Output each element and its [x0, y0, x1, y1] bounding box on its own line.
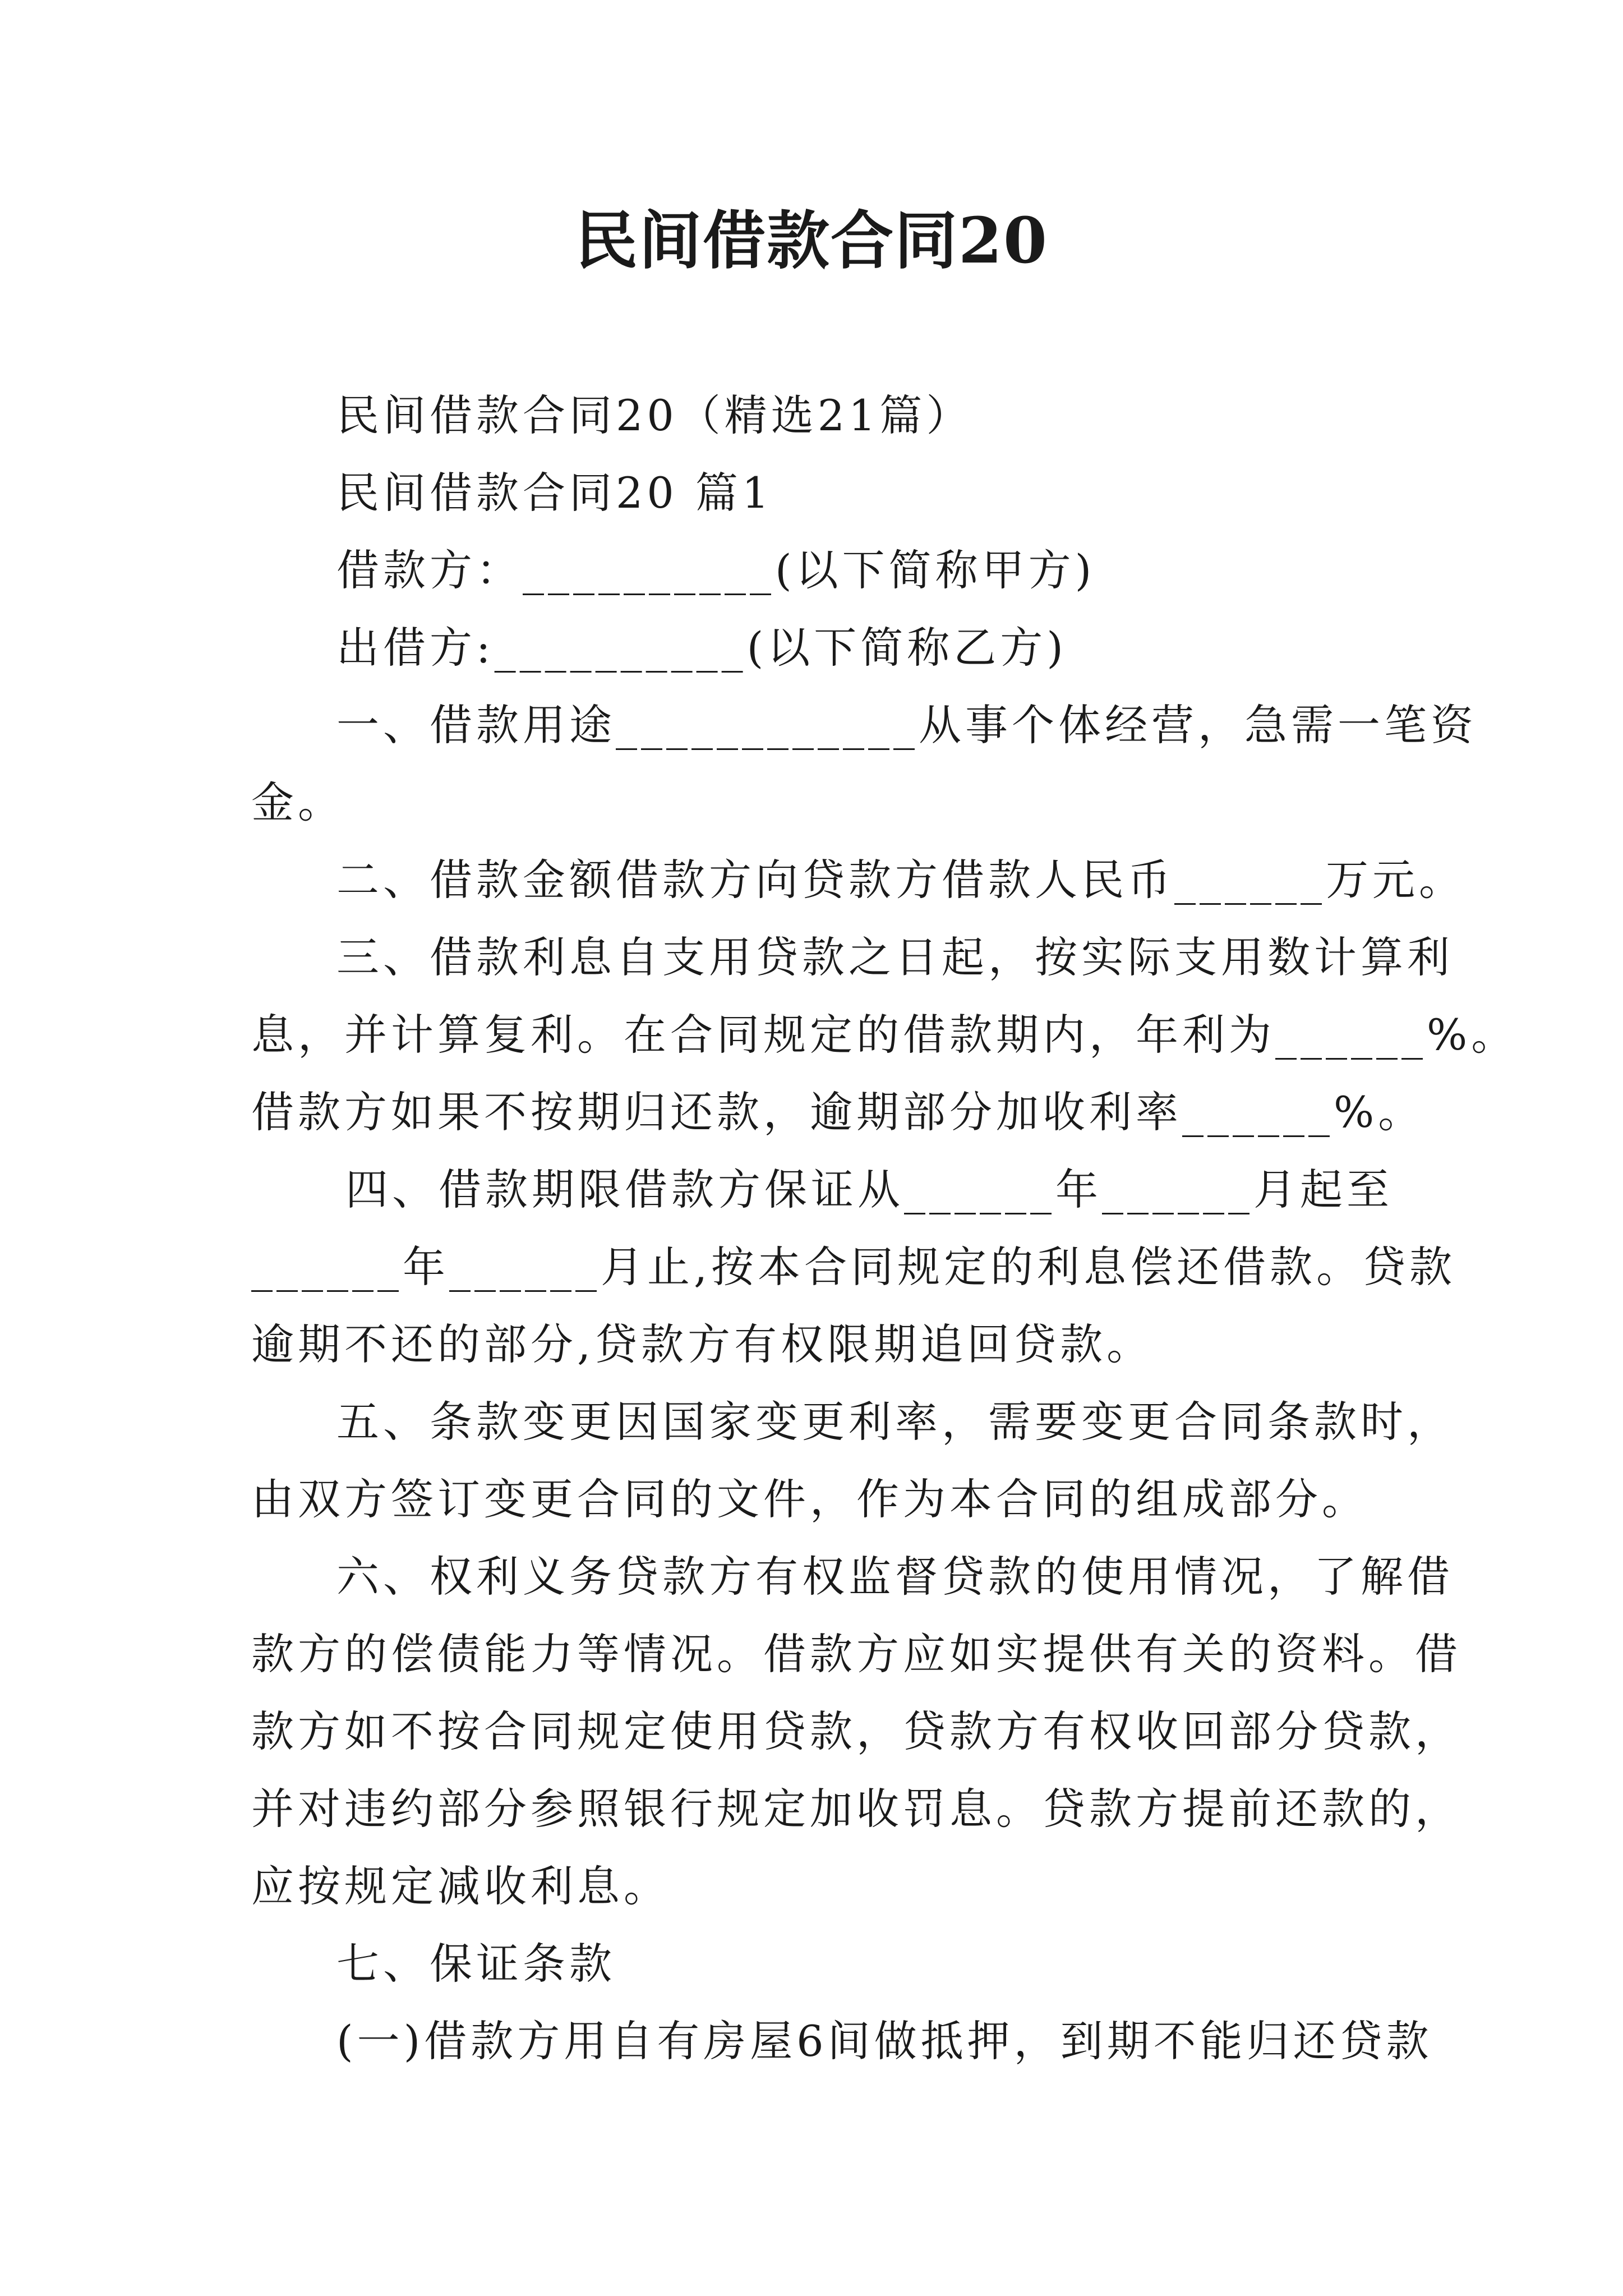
text-line: 借款方如果不按期归还款，逾期部分加收利率______%。	[251, 1087, 1425, 1137]
text-line: 四、借款期限借款方保证从______年______月起至	[345, 1165, 1393, 1214]
text-line: (一)借款方用自有房屋6间做抵押，到期不能归还贷款	[336, 2016, 1433, 2066]
text-line: 逾期不还的部分,贷款方有权限期追回贷款。	[251, 1319, 1154, 1369]
text-line: 金。	[251, 777, 344, 827]
text-line: ______年______月止,按本合同规定的利息偿还借款。贷款	[251, 1242, 1456, 1292]
text-line: 借款方：__________(以下简称甲方)	[336, 545, 1096, 595]
text-line: 款方的偿债能力等情况。借款方应如实提供有关的资料。借	[251, 1629, 1461, 1679]
text-line: 六、权利义务贷款方有权监督贷款的使用情况，了解借	[336, 1552, 1454, 1602]
text-line: 出借方:__________(以下简称乙方)	[336, 623, 1067, 673]
text-line: 五、条款变更因国家变更利率，需要变更合同条款时，	[336, 1397, 1454, 1447]
text-line: 民间借款合同20（精选21篇）	[336, 390, 973, 440]
text-line: 一、借款用途____________从事个体经营，急需一笔资	[336, 700, 1477, 750]
text-line: 二、借款金额借款方向贷款方借款人民币______万元。	[336, 855, 1465, 905]
text-line: 息，并计算复利。在合同规定的借款期内，年利为______%。	[251, 1010, 1518, 1060]
text-line: 并对违约部分参照银行规定加收罚息。贷款方提前还款的，	[251, 1784, 1461, 1834]
text-line: 应按规定减收利息。	[251, 1861, 670, 1911]
document-body	[251, 377, 1518, 2080]
text-line: 七、保证条款	[336, 1939, 616, 1989]
text-line: 民间借款合同20 篇1	[336, 468, 773, 518]
document-title: 民间借款合同20	[575, 204, 1048, 278]
text-line: 三、借款利息自支用贷款之日起，按实际支用数计算利	[336, 932, 1454, 982]
text-line: 款方如不按合同规定使用贷款，贷款方有权收回部分贷款，	[251, 1706, 1461, 1756]
text-line: 由双方签订变更合同的文件，作为本合同的组成部分。	[251, 1474, 1368, 1524]
